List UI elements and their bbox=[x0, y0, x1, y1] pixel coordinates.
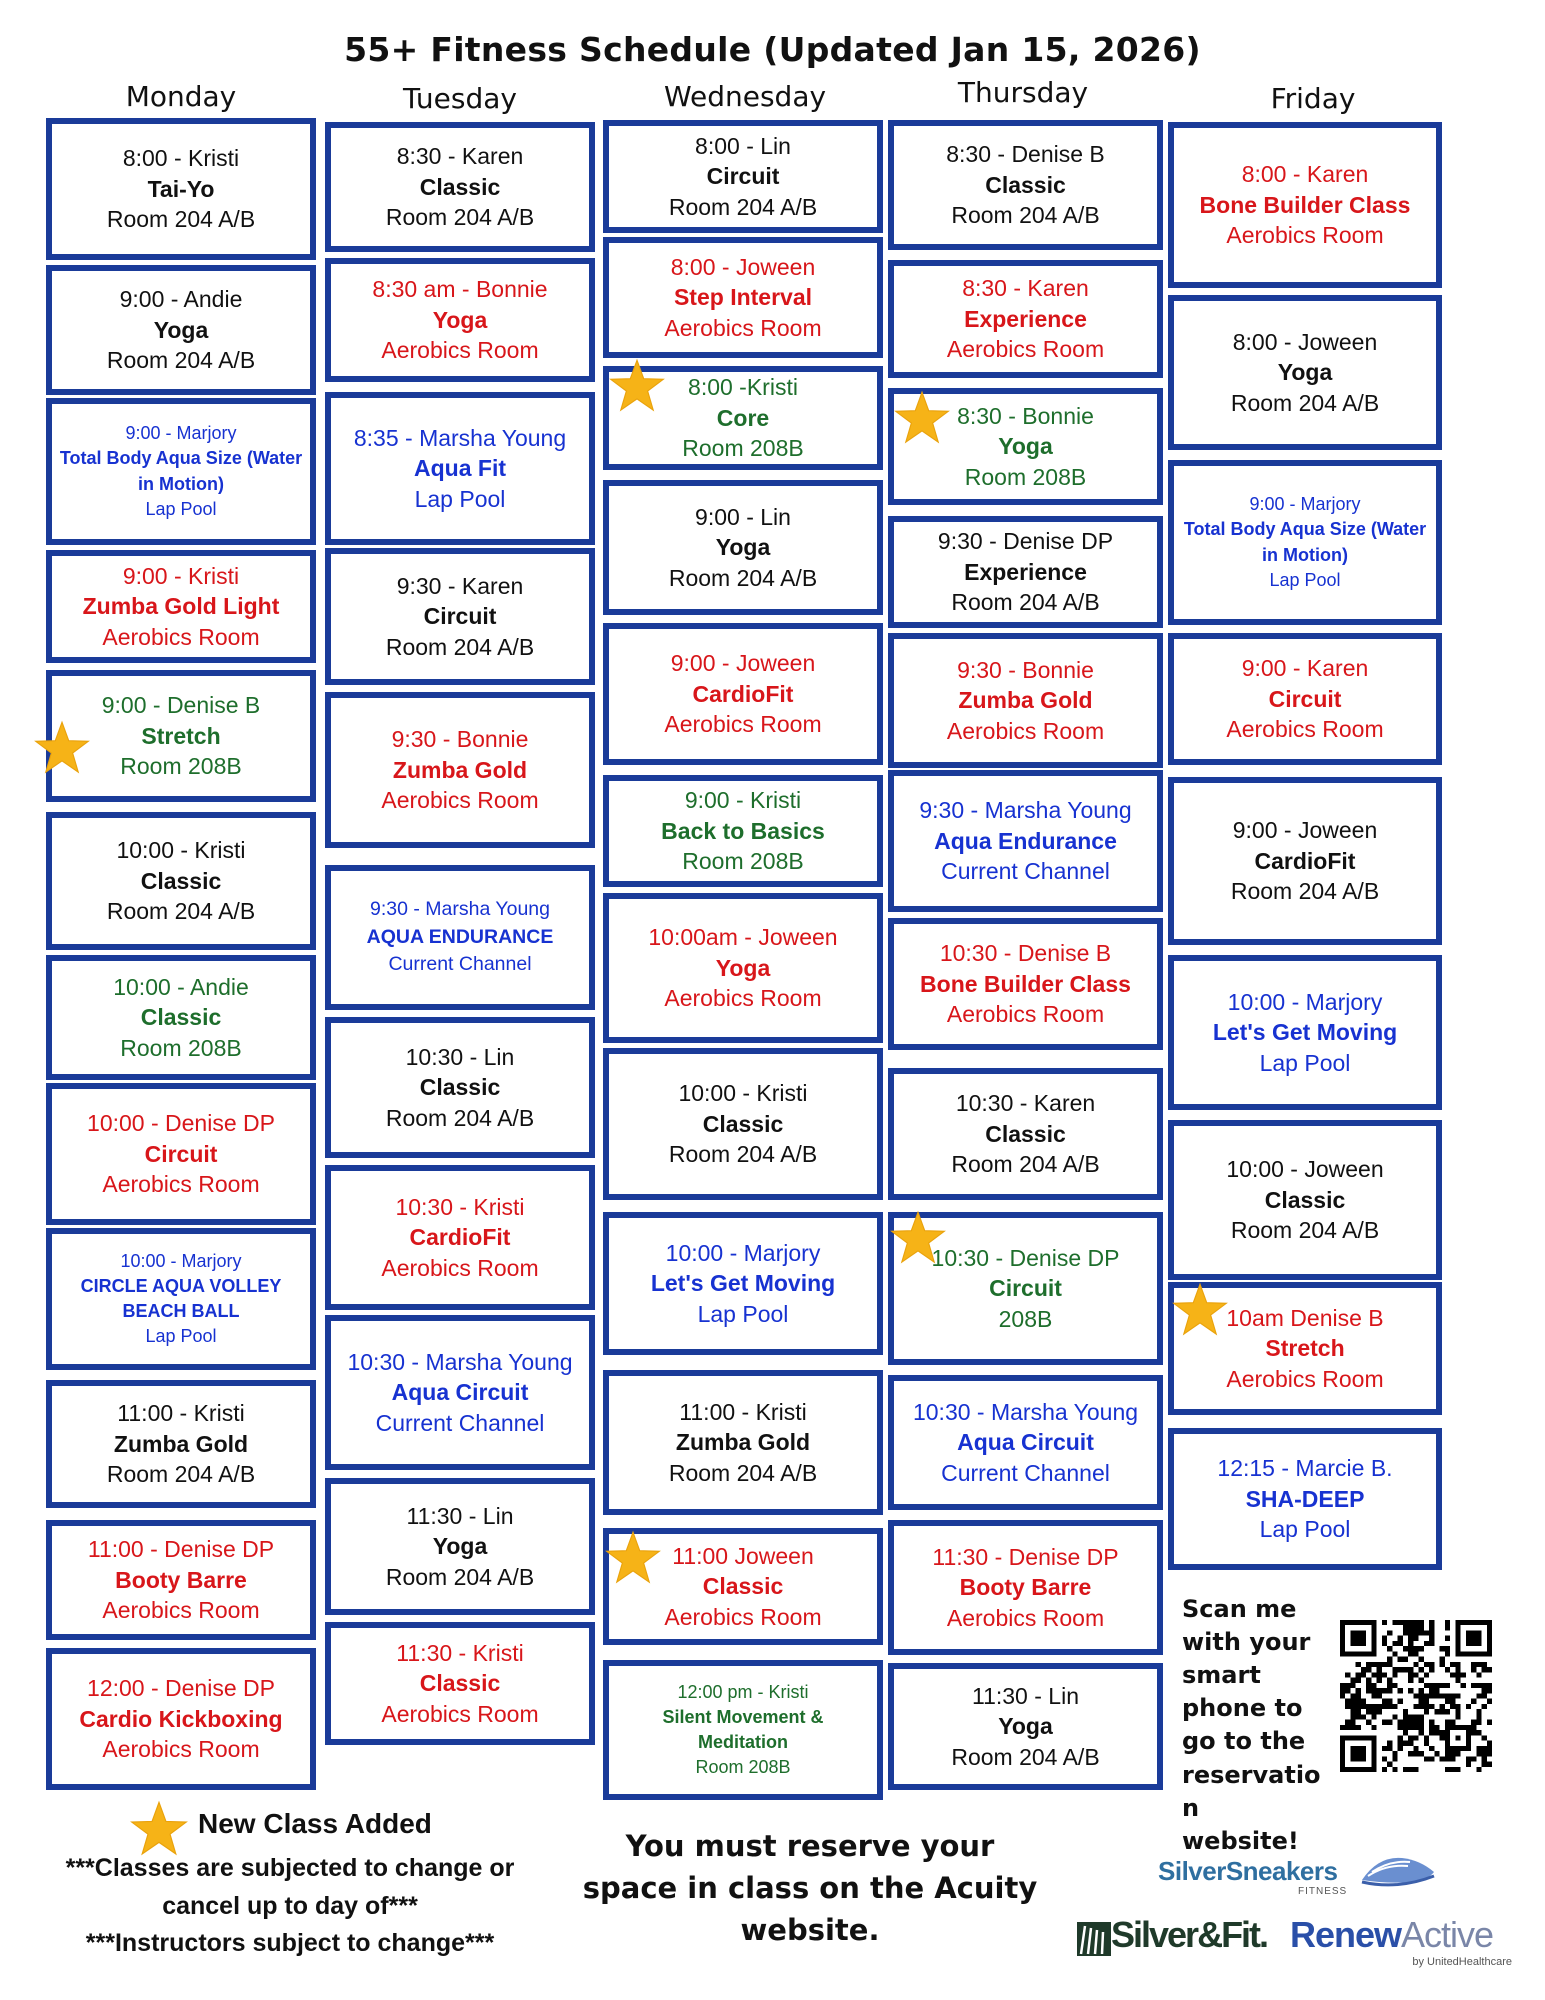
class-location: Aerobics Room bbox=[664, 985, 822, 1012]
class-name: Aqua Circuit bbox=[957, 1429, 1094, 1456]
class-location: Aerobics Room bbox=[1226, 716, 1384, 743]
class-time-instructor: 11:00 - Denise DP bbox=[87, 1536, 275, 1563]
class-name: Yoga bbox=[1277, 359, 1333, 386]
class-time-instructor: 9:00 - Andie bbox=[119, 286, 243, 313]
class-time-instructor: 10:00 - Denise DP bbox=[87, 1110, 275, 1137]
class-name: Booty Barre bbox=[115, 1566, 247, 1593]
class-time-instructor: 8:00 - Joween bbox=[1232, 328, 1378, 355]
class-card-tuesday-8 bbox=[325, 1165, 595, 1310]
class-location: Aerobics Room bbox=[664, 314, 822, 341]
class-location: Aerobics Room bbox=[946, 1001, 1105, 1028]
silverandfit-wordmark: Silver&Fit. bbox=[1111, 1914, 1268, 1955]
class-name: CardioFit bbox=[692, 680, 794, 707]
class-name: Yoga bbox=[998, 1713, 1053, 1740]
class-location: Current Channel bbox=[941, 1459, 1110, 1486]
class-location: Lap Pool bbox=[1259, 1516, 1351, 1543]
class-location: Room 204 A/B bbox=[951, 589, 1100, 616]
new-class-star-icon bbox=[890, 1210, 946, 1266]
class-time-instructor: 9:30 - Karen bbox=[396, 572, 524, 599]
class-location: Room 208B bbox=[682, 848, 804, 875]
class-card-monday-11 bbox=[46, 1520, 316, 1640]
class-name: Let's Get Moving bbox=[650, 1270, 836, 1297]
new-class-star-icon bbox=[1172, 1282, 1228, 1338]
class-time-instructor: 8:00 - Kristi bbox=[122, 145, 240, 172]
class-time-instructor: 11:00 - Kristi bbox=[117, 1400, 245, 1427]
day-header-friday: Friday bbox=[1270, 82, 1356, 115]
class-name: Stretch bbox=[1265, 1335, 1345, 1362]
class-card-wednesday-1 bbox=[603, 120, 883, 233]
new-class-star-icon bbox=[894, 390, 950, 446]
class-time-instructor: 11:30 - Lin bbox=[406, 1502, 514, 1529]
class-location: Room 208B bbox=[964, 463, 1087, 490]
class-time-instructor: 9:00 - Karen bbox=[1241, 655, 1369, 682]
class-name: Bone Builder Class bbox=[920, 970, 1131, 997]
class-time-instructor: 8:30 - Karen bbox=[962, 275, 1089, 302]
class-time-instructor: 9:00 - Kristi bbox=[122, 562, 240, 589]
class-location: Room 204 A/B bbox=[668, 1459, 818, 1486]
class-time-instructor: 12:00 pm - Kristi bbox=[677, 1681, 809, 1702]
class-card-friday-5 bbox=[1168, 777, 1442, 945]
day-header-wednesday: Wednesday bbox=[663, 80, 827, 113]
class-card-thursday-2 bbox=[888, 260, 1163, 378]
class-time-instructor: 10:30 - Marsha Young bbox=[912, 1398, 1139, 1425]
class-card-thursday-5 bbox=[888, 633, 1163, 768]
new-class-star-icon bbox=[609, 358, 665, 414]
class-card-friday-9 bbox=[1168, 1428, 1442, 1570]
class-time-instructor: 9:00 - Marjory bbox=[1249, 494, 1361, 515]
class-location: Aerobics Room bbox=[381, 787, 539, 814]
class-name: Aqua Fit bbox=[414, 455, 506, 482]
class-location: Aerobics Room bbox=[664, 711, 822, 738]
class-time-instructor: 10am Denise B bbox=[1226, 1304, 1384, 1331]
class-name: Zumba Gold bbox=[113, 1430, 249, 1457]
class-card-tuesday-10 bbox=[325, 1478, 595, 1615]
class-location: Room 204 A/B bbox=[385, 1563, 535, 1590]
class-name: Booty Barre bbox=[959, 1574, 1092, 1601]
class-name: Zumba Gold bbox=[675, 1429, 811, 1456]
class-time-instructor: 9:00 - Kristi bbox=[684, 787, 802, 814]
class-time-instructor: 8:30 - Denise B bbox=[946, 141, 1105, 168]
class-name: Yoga bbox=[153, 316, 209, 343]
class-location: Room 204 A/B bbox=[668, 1141, 818, 1168]
class-name: Classic bbox=[419, 1670, 501, 1697]
class-location: Aerobics Room bbox=[381, 1700, 539, 1727]
silversneakers-sub: FITNESS bbox=[1298, 1886, 1348, 1897]
class-time-instructor: 10:00 - Marjory bbox=[120, 1250, 242, 1271]
class-time-instructor: 11:30 - Denise DP bbox=[932, 1543, 1119, 1570]
class-location: Room 204 A/B bbox=[106, 1461, 256, 1488]
class-card-friday-4 bbox=[1168, 633, 1442, 765]
class-card-tuesday-3 bbox=[325, 392, 595, 545]
class-name: Yoga bbox=[998, 433, 1053, 460]
class-location: 208B bbox=[998, 1305, 1053, 1332]
class-location: Current Channel bbox=[388, 953, 532, 976]
class-name: Classic bbox=[140, 1004, 222, 1031]
class-time-instructor: 12:15 - Marcie B. bbox=[1217, 1455, 1393, 1482]
class-time-instructor: 9:30 - Marsha Young bbox=[370, 897, 550, 920]
class-name: Classic bbox=[702, 1110, 784, 1137]
class-location: Aerobics Room bbox=[102, 1171, 260, 1198]
class-location: Room 204 A/B bbox=[106, 206, 256, 233]
class-name: Tai-Yo bbox=[147, 175, 215, 202]
silverandfit-mark-icon bbox=[1075, 1918, 1113, 1958]
class-location: Room 204 A/B bbox=[668, 564, 818, 591]
class-time-instructor: 11:30 - Kristi bbox=[396, 1639, 524, 1666]
class-time-instructor: 11:30 - Lin bbox=[972, 1682, 1079, 1709]
class-time-instructor: 10:00 - Andie bbox=[113, 973, 249, 1000]
class-location: Room 204 A/B bbox=[951, 202, 1100, 229]
class-location: Aerobics Room bbox=[381, 337, 539, 364]
qr-code[interactable] bbox=[1340, 1620, 1492, 1772]
class-time-instructor: 9:00 - Marjory bbox=[125, 423, 237, 444]
class-card-wednesday-8 bbox=[603, 1048, 883, 1200]
class-card-wednesday-5 bbox=[603, 623, 883, 765]
class-location: Room 204 A/B bbox=[951, 1743, 1100, 1770]
class-location: Room 208B bbox=[682, 435, 804, 462]
class-time-instructor: 10:30 - Denise B bbox=[939, 940, 1112, 967]
class-time-instructor: 10:00 - Kristi bbox=[678, 1080, 808, 1107]
class-time-instructor: 8:35 - Marsha Young bbox=[353, 424, 567, 451]
class-name: Circuit bbox=[423, 603, 497, 630]
silversneakers-wordmark: SilverSneakers bbox=[1158, 1856, 1338, 1886]
class-name: Back to Basics bbox=[661, 817, 825, 844]
class-card-friday-1 bbox=[1168, 122, 1442, 288]
class-card-monday-10 bbox=[46, 1380, 316, 1508]
class-name: Aqua Circuit bbox=[391, 1379, 529, 1406]
class-time-instructor: 10:30 - Kristi bbox=[395, 1193, 525, 1220]
class-card-tuesday-2 bbox=[325, 258, 595, 382]
class-time-instructor: 10:00 - Marjory bbox=[665, 1239, 821, 1266]
class-card-thursday-4 bbox=[888, 516, 1163, 628]
class-name: Total Body Aqua Size (Water in Motion) bbox=[1183, 519, 1427, 565]
class-card-thursday-1 bbox=[888, 120, 1163, 250]
class-time-instructor: 9:30 - Bonnie bbox=[957, 656, 1094, 683]
class-name: Silent Movement & Meditation bbox=[662, 1706, 824, 1752]
class-time-instructor: 8:00 - Joween bbox=[670, 253, 816, 280]
class-location: Aerobics Room bbox=[946, 1604, 1105, 1631]
class-card-friday-6 bbox=[1168, 955, 1442, 1110]
class-card-thursday-11 bbox=[888, 1520, 1163, 1655]
class-time-instructor: 10:30 - Denise DP bbox=[931, 1244, 1120, 1271]
class-location: Room 204 A/B bbox=[668, 193, 818, 220]
class-location: Current Channel bbox=[941, 858, 1110, 885]
class-time-instructor: 9:00 - Denise B bbox=[101, 692, 261, 719]
class-card-tuesday-1 bbox=[325, 122, 595, 252]
class-time-instructor: 8:30 - Karen bbox=[396, 143, 524, 170]
class-card-tuesday-5 bbox=[325, 692, 595, 848]
new-class-star-icon bbox=[605, 1530, 661, 1586]
class-location: Room 204 A/B bbox=[385, 1104, 535, 1131]
class-location: Room 208B bbox=[695, 1757, 791, 1778]
class-card-thursday-7 bbox=[888, 918, 1163, 1050]
class-card-wednesday-9 bbox=[603, 1212, 883, 1355]
class-card-tuesday-6 bbox=[325, 865, 595, 1010]
class-location: Lap Pool bbox=[1259, 1049, 1351, 1076]
class-location: Room 204 A/B bbox=[1230, 878, 1380, 905]
class-name: Classic bbox=[985, 171, 1066, 198]
class-name: Yoga bbox=[432, 306, 488, 333]
class-location: Room 204 A/B bbox=[385, 633, 535, 660]
class-card-monday-1 bbox=[46, 118, 316, 260]
class-name: Step Interval bbox=[673, 284, 813, 311]
renewactive-wordmark-a: Renew bbox=[1290, 1914, 1402, 1955]
class-location: Lap Pool bbox=[145, 1326, 217, 1347]
class-name: Classic bbox=[1264, 1186, 1346, 1213]
class-name: Classic bbox=[702, 1573, 784, 1600]
renewactive-wordmark-b: Active bbox=[1401, 1914, 1494, 1955]
class-time-instructor: 9:00 - Joween bbox=[670, 650, 816, 677]
renewactive-logo bbox=[1290, 1914, 1520, 1970]
class-location: Room 208B bbox=[120, 753, 242, 780]
class-card-monday-6 bbox=[46, 812, 316, 950]
class-card-monday-4 bbox=[46, 550, 316, 663]
class-time-instructor: 10:00 - Kristi bbox=[116, 837, 246, 864]
class-time-instructor: 8:00 - Karen bbox=[1241, 161, 1369, 188]
class-time-instructor: 8:30 am - Bonnie bbox=[372, 276, 548, 303]
class-name: Circuit bbox=[706, 163, 780, 190]
class-time-instructor: 9:30 - Bonnie bbox=[391, 726, 529, 753]
class-name: SHA-DEEP bbox=[1245, 1485, 1365, 1512]
class-card-wednesday-2 bbox=[603, 237, 883, 358]
class-name: CardioFit bbox=[409, 1224, 511, 1251]
class-card-tuesday-7 bbox=[325, 1017, 595, 1158]
class-time-instructor: 10:30 - Lin bbox=[405, 1043, 515, 1070]
star-icon bbox=[130, 1800, 188, 1858]
reserve-notice: You must reserve your space in class on the Acuity website. bbox=[582, 1829, 1038, 1948]
class-location: Aerobics Room bbox=[102, 1597, 260, 1624]
class-card-thursday-10 bbox=[888, 1375, 1163, 1510]
class-location: Current Channel bbox=[375, 1409, 545, 1436]
day-header-thursday: Thursday bbox=[957, 76, 1089, 109]
class-card-wednesday-4 bbox=[603, 480, 883, 615]
class-name: Zumba Gold bbox=[392, 756, 528, 783]
class-card-monday-7 bbox=[46, 955, 316, 1080]
class-name: CardioFit bbox=[1254, 847, 1356, 874]
class-location: Room 208B bbox=[120, 1034, 242, 1061]
class-location: Room 204 A/B bbox=[106, 347, 256, 374]
renewactive-sub: by UnitedHealthcare bbox=[1412, 1956, 1512, 1968]
day-header-monday: Monday bbox=[125, 80, 237, 113]
class-name: Cardio Kickboxing bbox=[79, 1705, 283, 1732]
class-name: Experience bbox=[964, 558, 1087, 585]
class-name: Classic bbox=[419, 173, 501, 200]
class-location: Lap Pool bbox=[697, 1300, 789, 1327]
silverandfit-logo bbox=[1075, 1914, 1270, 1964]
class-time-instructor: 8:00 -Kristi bbox=[688, 374, 798, 401]
class-card-friday-7 bbox=[1168, 1120, 1442, 1280]
class-time-instructor: 10:30 - Marsha Young bbox=[347, 1348, 573, 1375]
class-location: Aerobics Room bbox=[946, 336, 1105, 363]
class-name: Total Body Aqua Size (Water in Motion) bbox=[59, 448, 303, 494]
class-time-instructor: 10:30 - Karen bbox=[955, 1090, 1096, 1117]
class-name: Stretch bbox=[141, 722, 221, 749]
class-location: Aerobics Room bbox=[664, 1603, 822, 1630]
class-card-monday-3 bbox=[46, 398, 316, 545]
class-card-wednesday-6 bbox=[603, 775, 883, 887]
class-card-wednesday-12 bbox=[603, 1660, 883, 1800]
class-name: Circuit bbox=[1268, 685, 1342, 712]
class-card-thursday-6 bbox=[888, 770, 1163, 912]
class-time-instructor: 10:00am - Joween bbox=[648, 924, 838, 951]
class-card-tuesday-9 bbox=[325, 1315, 595, 1470]
silversneakers-logo bbox=[1158, 1856, 1418, 1906]
class-time-instructor: 9:00 - Lin bbox=[695, 503, 791, 530]
class-time-instructor: 11:00 Joween bbox=[672, 1542, 814, 1569]
class-card-friday-3 bbox=[1168, 460, 1442, 625]
class-location: Aerobics Room bbox=[946, 717, 1105, 744]
class-location: Lap Pool bbox=[414, 485, 506, 512]
class-card-monday-2 bbox=[46, 265, 316, 395]
class-location: Room 204 A/B bbox=[1230, 389, 1380, 416]
legend-label: New Class Added bbox=[198, 1808, 432, 1839]
class-location: Room 204 A/B bbox=[1230, 1217, 1380, 1244]
class-card-monday-8 bbox=[46, 1083, 316, 1225]
day-header-tuesday: Tuesday bbox=[403, 82, 517, 115]
class-name: AQUA ENDURANCE bbox=[366, 925, 554, 948]
class-name: Yoga bbox=[715, 534, 771, 561]
class-location: Aerobics Room bbox=[1226, 222, 1384, 249]
class-card-wednesday-7 bbox=[603, 893, 883, 1043]
class-name: Classic bbox=[140, 867, 222, 894]
class-card-monday-9 bbox=[46, 1228, 316, 1370]
class-location: Aerobics Room bbox=[1226, 1365, 1384, 1392]
class-time-instructor: 8:30 - Bonnie bbox=[957, 402, 1094, 429]
class-name: Yoga bbox=[432, 1533, 488, 1560]
class-name: Let's Get Moving bbox=[1212, 1019, 1398, 1046]
notes bbox=[30, 1850, 550, 1963]
class-name: Circuit bbox=[144, 1140, 218, 1167]
scan-instruction: Scan me with your smart phone to go to the reservatio n website! bbox=[1182, 1595, 1321, 1855]
class-time-instructor: 12:00 - Denise DP bbox=[87, 1675, 275, 1702]
class-location: Aerobics Room bbox=[102, 1736, 260, 1763]
class-name: Yoga bbox=[715, 954, 771, 981]
class-name: CIRCLE AQUA VOLLEY BEACH BALL bbox=[80, 1275, 282, 1321]
class-time-instructor: 10:00 - Joween bbox=[1226, 1156, 1384, 1183]
class-location: Room 204 A/B bbox=[385, 204, 535, 231]
class-location: Aerobics Room bbox=[381, 1254, 539, 1281]
class-location: Lap Pool bbox=[145, 498, 217, 519]
class-card-monday-12 bbox=[46, 1648, 316, 1790]
class-location: Aerobics Room bbox=[102, 623, 260, 650]
class-location: Room 204 A/B bbox=[106, 898, 256, 925]
class-name: Classic bbox=[419, 1074, 501, 1101]
class-card-tuesday-4 bbox=[325, 548, 595, 685]
class-name: Circuit bbox=[989, 1275, 1062, 1302]
class-location: Lap Pool bbox=[1269, 569, 1341, 590]
class-card-thursday-8 bbox=[888, 1068, 1163, 1200]
class-time-instructor: 8:00 - Lin bbox=[695, 132, 791, 159]
class-name: Bone Builder Class bbox=[1199, 191, 1411, 218]
class-card-tuesday-11 bbox=[325, 1622, 595, 1745]
class-time-instructor: 9:30 - Marsha Young bbox=[919, 797, 1132, 824]
class-time-instructor: 9:00 - Joween bbox=[1232, 817, 1378, 844]
class-name: Zumba Gold bbox=[958, 687, 1093, 714]
class-card-wednesday-10 bbox=[603, 1370, 883, 1515]
note-class-change: ***Classes are subjected to change or cancel up to day of*** bbox=[65, 1854, 515, 1920]
note-instructor-change: ***Instructors subject to change*** bbox=[85, 1929, 495, 1957]
class-card-friday-2 bbox=[1168, 295, 1442, 450]
class-name: Aqua Endurance bbox=[934, 827, 1117, 854]
class-name: Zumba Gold Light bbox=[82, 593, 280, 620]
class-location: Room 204 A/B bbox=[951, 1151, 1100, 1178]
page-title: 55+ Fitness Schedule (Updated Jan 15, 2026) bbox=[344, 30, 1201, 69]
class-card-thursday-12 bbox=[888, 1663, 1163, 1790]
class-name: Core bbox=[716, 404, 770, 431]
class-time-instructor: 11:00 - Kristi bbox=[679, 1398, 807, 1425]
class-name: Experience bbox=[964, 305, 1087, 332]
class-name: Classic bbox=[985, 1120, 1066, 1147]
shoe-icon bbox=[1358, 1850, 1438, 1894]
class-time-instructor: 9:30 - Denise DP bbox=[937, 528, 1114, 555]
class-time-instructor: 10:00 - Marjory bbox=[1227, 988, 1383, 1015]
new-class-star-icon bbox=[34, 720, 90, 776]
